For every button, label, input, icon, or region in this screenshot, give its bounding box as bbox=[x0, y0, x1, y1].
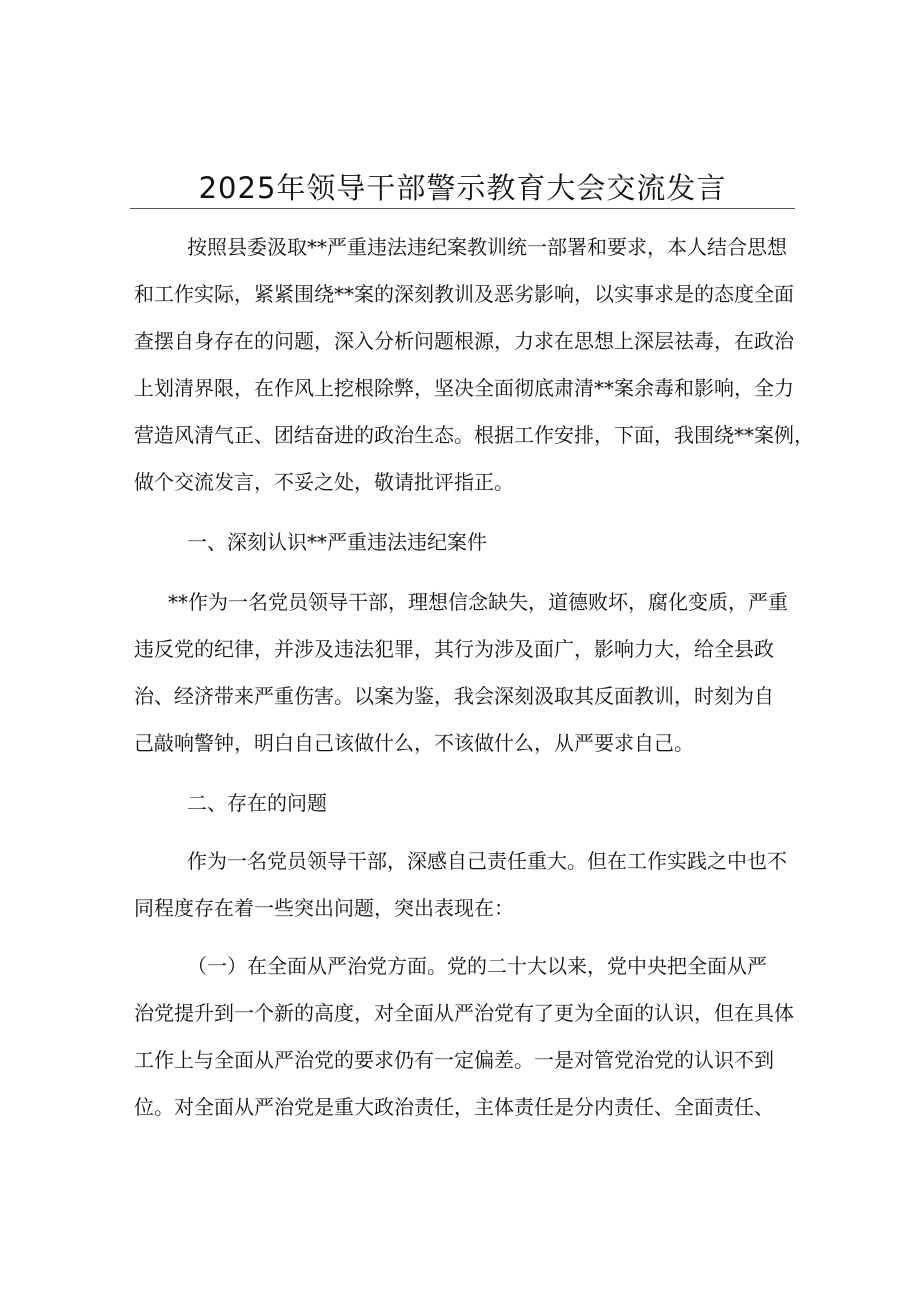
paragraph-line: 治、经济带来严重伤害。以案为鉴，我会深刻汲取其反面教训，时刻为自 bbox=[134, 684, 774, 708]
paragraph-line: 位。对全面从严治党是重大政治责任，主体责任是分内责任、全面责任、 bbox=[134, 1095, 774, 1119]
paragraph-line: 营造风清气正、团结奋进的政治生态。根据工作安排，下面，我围绕**案例， bbox=[134, 423, 814, 447]
paragraph-line: 查摆自身存在的问题，深入分析问题根源，力求在思想上深层祛毒，在政治 bbox=[134, 329, 794, 353]
section-heading: 一、深刻认识**严重违法违纪案件 bbox=[187, 530, 487, 554]
paragraph-line: 治党提升到一个新的高度，对全面从严治党有了更为全面的认识，但在具体 bbox=[134, 1001, 794, 1025]
paragraph-line: 按照县委汲取**严重违法违纪案教训统一部署和要求，本人结合思想 bbox=[187, 235, 787, 259]
paragraph-line: （一）在全面从严治党方面。党的二十大以来，党中央把全面从严 bbox=[187, 954, 767, 978]
section-heading: 二、存在的问题 bbox=[187, 791, 327, 815]
paragraph-line: 违反党的纪律，并涉及违法犯罪，其行为涉及面广，影响力大，给全县政 bbox=[134, 637, 774, 661]
title-underline bbox=[130, 208, 795, 209]
paragraph-line: 己敲响警钟，明白自己该做什么，不该做什么，从严要求自己。 bbox=[134, 731, 694, 755]
paragraph-line: 上划清界限，在作风上挖根除弊，坚决全面彻底肃清**案余毒和影响，全力 bbox=[134, 376, 794, 400]
paragraph-line: 工作上与全面从严治党的要求仍有一定偏差。一是对管党治党的认识不到 bbox=[134, 1048, 774, 1072]
paragraph-line: 同程度存在着一些突出问题，突出表现在： bbox=[134, 896, 514, 920]
document-title: 2025年领导干部警示教育大会交流发言 bbox=[198, 171, 727, 205]
paragraph-line: 作为一名党员领导干部，深感自己责任重大。但在工作实践之中也不 bbox=[187, 849, 787, 873]
paragraph-line: **作为一名党员领导干部，理想信念缺失，道德败坏，腐化变质，严重 bbox=[168, 590, 788, 614]
paragraph-line: 做个交流发言，不妥之处，敬请批评指正。 bbox=[134, 470, 514, 494]
paragraph-line: 和工作实际，紧紧围绕**案的深刻教训及恶劣影响，以实事求是的态度全面 bbox=[134, 282, 794, 306]
